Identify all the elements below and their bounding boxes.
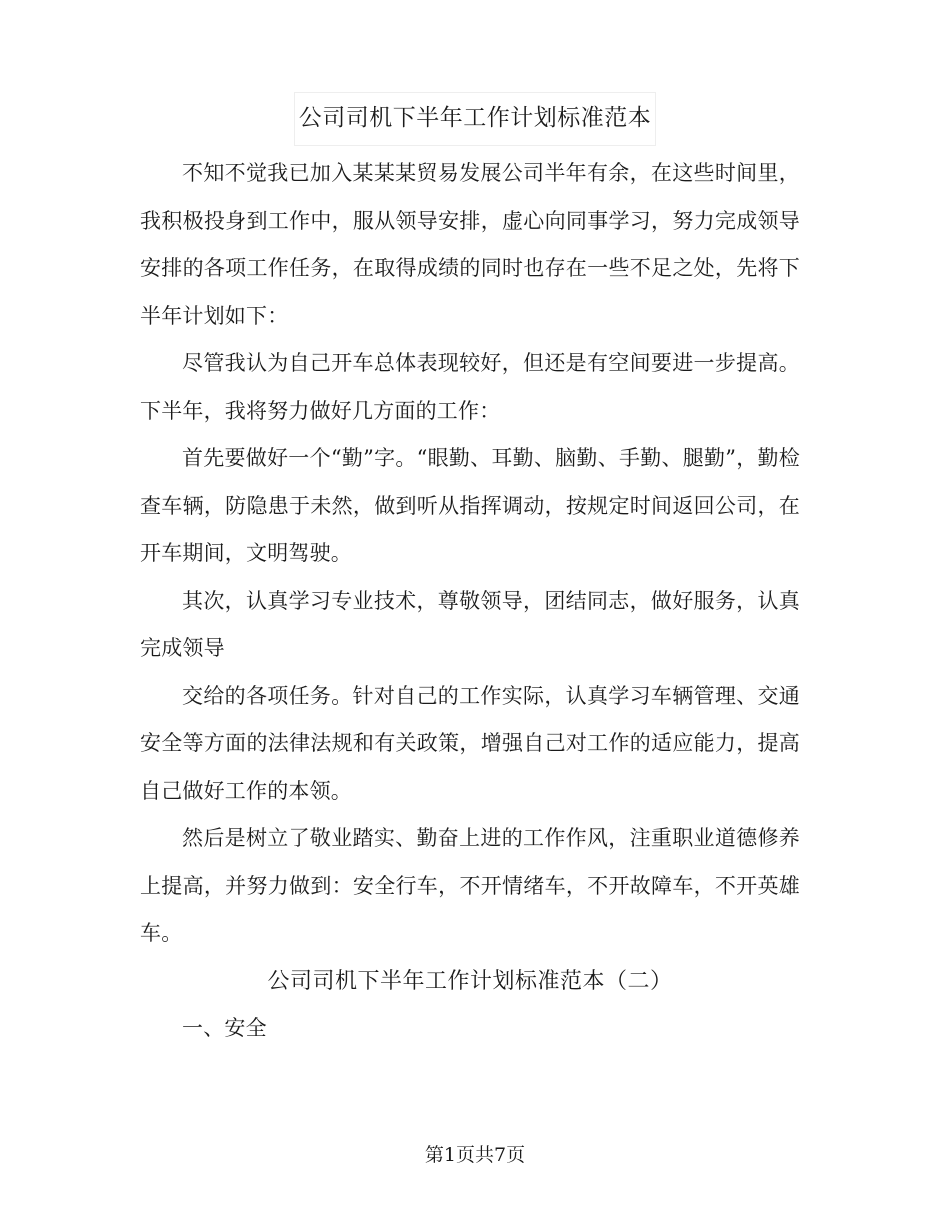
paragraph-study: 其次，认真学习专业技术，尊敬领导，团结同志，做好服务，认真完成领导 xyxy=(140,588,800,660)
paragraph-improvement: 尽管我认为自己开车总体表现较好，但还是有空间要进一步提高。下半年，我将努力做好几方面的工作： xyxy=(140,351,800,423)
document-title: 公司司机下半年工作计划标准范本 xyxy=(294,92,657,146)
page-footer: 第1页共7页 xyxy=(424,1144,526,1166)
title-container xyxy=(0,92,950,146)
paragraph-tasks: 交给的各项任务。针对自己的工作实际，认真学习车辆管理、交通安全等方面的法律法规和有关政策，增强自己对工作的适应能力，提高自己做好工作的本领。 xyxy=(140,683,800,803)
paragraph-work-style: 然后是树立了敬业踏实、勤奋上进的工作作风，注重职业道德修养上提高，并努力做到：安全行车，不开情绪车，不开故障车，不开英雄车。 xyxy=(140,826,800,945)
document-body xyxy=(140,150,800,1053)
paragraph-intro: 不知不觉我已加入某某某贸易发展公司半年有余，在这些时间里，我积极投身到工作中，服从领导安排，虚心向同事学习，努力完成领导安排的各项工作任务，在取得成绩的同时也存在一些不足之处，先将下半年计划如下： xyxy=(140,161,800,328)
section-subtitle: 公司司机下半年工作计划标准范本（二） xyxy=(267,968,673,994)
section-heading-safety: 一、安全 xyxy=(182,1016,267,1040)
paragraph-diligence: 首先要做好一个“勤”字。“眼勤、耳勤、脑勤、手勤、腿勤”，勤检查车辆，防隐患于未然，做到听从指挥调动，按规定时间返回公司，在开车期间，文明驾驶。 xyxy=(140,446,800,565)
